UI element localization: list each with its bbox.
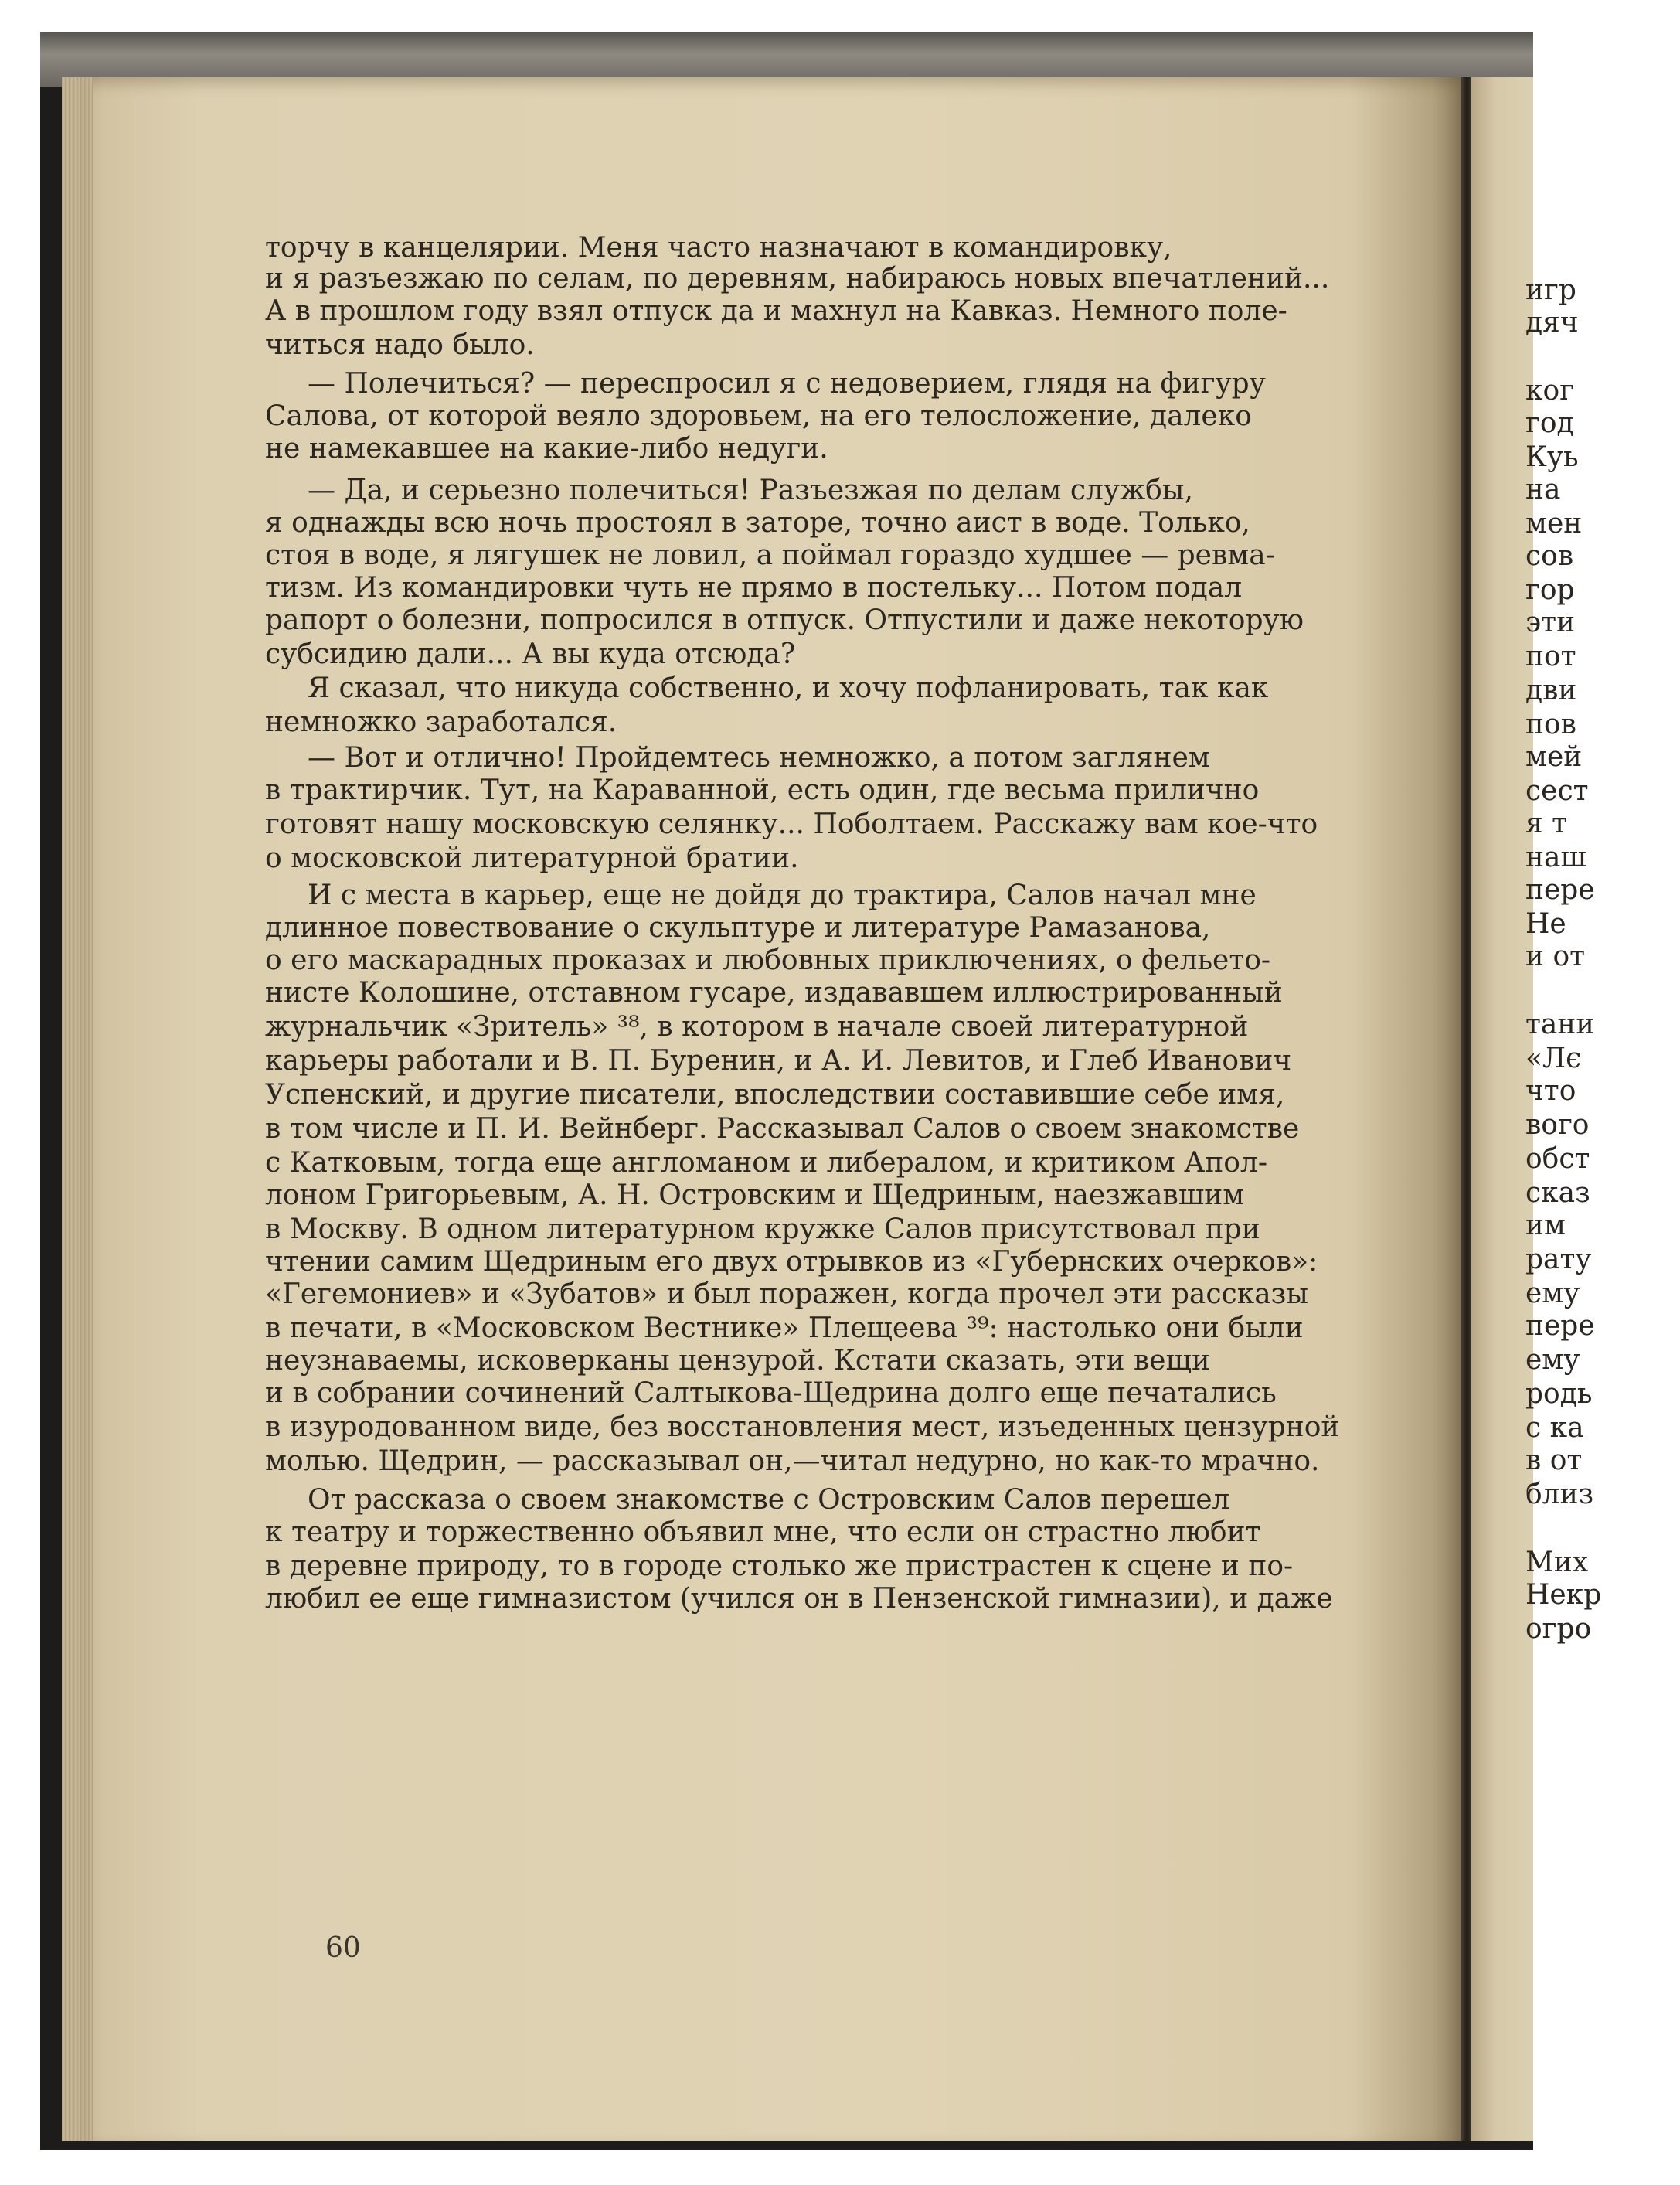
facing-page-line: сказ [1525,1177,1590,1209]
text-line: Салова, от которой веяло здоровьем, на его телосложение, далеко [265,400,1252,432]
text-line: А в прошлом году взял отпуск да и махнул на Кавказ. Немного поле- [265,295,1287,327]
text-line: не намекавшее на какие-либо недуги. [265,433,828,465]
facing-page-line: Мих [1525,1547,1589,1578]
text-line: Успенский, и другие писатели, впоследствии составившие себе имя, [265,1079,1285,1111]
text-line: чтении самим Щедриным его двух отрывков из «Губернских очерков»: [265,1246,1318,1278]
page-edges [62,77,93,2141]
text-line: в Москву. В одном литературном кружке Салов присутствовал при [265,1213,1260,1245]
facing-page-line: Не [1525,908,1566,940]
text-line: От рассказа о своем знакомстве с Островским Салов перешел [308,1484,1230,1516]
facing-page [1471,77,1602,2141]
text-line: и в собрании сочинений Салтыкова-Щедрина долго еще печатались [265,1377,1277,1409]
text-line: читься надо было. [265,329,535,361]
facing-page-line: «Лє [1525,1043,1582,1074]
facing-page-line: вого [1525,1109,1590,1141]
text-line: любил ее еще гимназистом (учился он в Пензенской гимназии), и даже [265,1583,1333,1615]
facing-page-line: мен [1525,508,1583,539]
facing-page-line: гор [1525,574,1575,606]
facing-page-line: тани [1525,1009,1595,1040]
text-line: субсидию дали... А вы куда отсюда? [265,638,796,670]
text-line: в изуродованном виде, без восстановления мест, изъеденных цензурной [265,1411,1340,1443]
text-line: стоя в воде, я лягушек не ловил, а поймал гораздо худшее — ревма- [265,539,1275,571]
facing-page-line: пов [1525,709,1576,740]
facing-page-line: огро [1525,1613,1592,1645]
facing-page-line: ему [1525,1344,1580,1376]
facing-page-line: дяч [1525,307,1579,339]
facing-page-line: игр [1525,274,1576,306]
facing-page-line: с ка [1525,1412,1584,1444]
text-line: в трактирчик. Тут, на Караванной, есть один, где весьма прилично [265,774,1260,806]
text-line: карьеры работали и В. П. Буренин, и А. И. Левитов, и Глеб Иванович [265,1045,1292,1077]
facing-page-line: в от [1525,1445,1583,1476]
text-line: молью. Щедрин, — рассказывал он,—читал недурно, но как-то мрачно. [265,1445,1320,1477]
text-line: И с места в карьер, еще не дойдя до трактира, Салов начал мне [308,880,1257,911]
facing-page-line: ког [1525,375,1575,407]
text-line: к театру и торжественно объявил мне, что если он страстно любит [265,1516,1261,1548]
page-number: 60 [325,1932,361,1964]
facing-page-line: сов [1525,540,1574,572]
text-line: неузнаваемы, исковерканы цензурой. Кстати сказать, эти вещи [265,1345,1210,1377]
facing-page-line: сест [1525,775,1589,807]
facing-page-line: пере [1525,1310,1595,1342]
facing-page-line: обст [1525,1143,1590,1175]
text-line: журнальчик «Зритель» ³⁸, в котором в начале своей литературной [265,1011,1249,1043]
text-line: «Гегемониев» и «Зубатов» и был поражен, когда прочел эти рассказы [265,1278,1308,1310]
text-line: я однажды всю ночь простоял в заторе, точно аист в воде. Только, [265,507,1250,539]
text-line: нисте Колошине, отставном гусаре, издававшем иллюстрированный [265,977,1283,1009]
book-gutter [1461,77,1471,2141]
text-line: лоном Григорьевым, А. Н. Островским и Щедриным, наезжавшим [265,1179,1245,1211]
facing-page-line: мей [1525,741,1583,773]
facing-page-line: близ [1525,1479,1594,1510]
text-line: готовят нашу московскую селянку... Поболтаем. Расскажу вам кое-что [265,808,1318,840]
text-line: о московской литературной братии. [265,842,799,874]
text-line: торчу в канцелярии. Меня часто назначают в командировку, [265,232,1172,264]
text-line: с Катковым, тогда еще англоманом и либералом, и критиком Апол- [265,1147,1268,1179]
text-line: — Полечиться? — переспросил я с недоверием, глядя на фигуру [308,368,1266,400]
text-line: о его маскарадных проказах и любовных приключениях, о фельето- [265,944,1271,976]
text-line: тизм. Из командировки чуть не прямо в постельку... Потом подал [265,572,1243,604]
text-line: — Да, и серьезно полечиться! Разъезжая по делам службы, [308,475,1193,506]
text-line: в печати, в «Московском Вестнике» Плещеева ³⁹: настолько они были [265,1312,1304,1344]
text-line: рапорт о болезни, попросился в отпуск. Отпустили и даже некоторую [265,604,1304,636]
text-line: Я сказал, что никуда собственно, и хочу пофланировать, так как [308,672,1269,704]
text-line: длинное повествование о скульптуре и литературе Рамазанова, [265,912,1211,944]
facing-page-line: я т [1525,808,1568,839]
facing-page-line: пере [1525,874,1595,906]
facing-page-line: и от [1525,941,1586,972]
facing-page-line: рату [1525,1244,1592,1275]
text-line: — Вот и отлично! Пройдемтесь немножко, а потом заглянем [308,742,1210,774]
facing-page-line: Куь [1525,441,1579,473]
text-line: в том числе и П. И. Вейнберг. Рассказывал Салов о своем знакомстве [265,1113,1300,1145]
facing-page-line: что [1525,1075,1576,1107]
text-line: в деревне природу, то в городе столько же пристрастен к сцене и по- [265,1550,1294,1582]
facing-page-line: ему [1525,1278,1580,1309]
text-line: и я разъезжаю по селам, по деревням, набираюсь новых впечатлений... [265,263,1330,294]
facing-page-line: пот [1525,641,1576,672]
facing-page-line: Некр [1525,1579,1602,1611]
facing-page-line: наш [1525,842,1586,873]
facing-page-line: эти [1525,607,1576,638]
facing-page-line: дви [1525,675,1577,706]
facing-page-line: на [1525,474,1561,505]
text-line: немножко заработался. [265,706,617,738]
facing-page-line: родь [1525,1378,1593,1410]
facing-page-line: им [1525,1210,1566,1241]
facing-page-line: год [1525,407,1574,439]
